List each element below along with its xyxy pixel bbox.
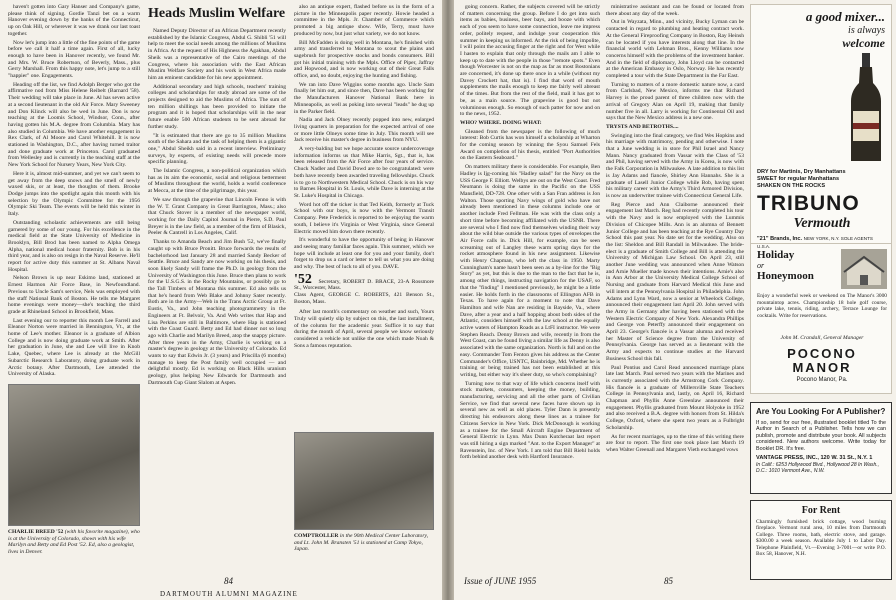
paragraph: Reg Pierce and Ann Claiborne announced their engagement last March. Reg had recently completed his tour with the Navy and is now employed with the Lummis Division of Chicopee Mills. Ann is an alumna of Bennett Junior College and has been teaching at the Rye Country Day School this past year. No date set for the wedding. Also on the list: Sheldon and Bill Randall in Milwaukee. The bride-elect is a graduate of Smith College and Bill is attending the University of Michigan Law School. On April 23, still another June wedding was announced when Anne Watson and Arnie Mueller made known their intentions. Arnie's also in Ann Arbor at the University Medical College School of Nursing and graduate from Harvard Medical this June and will intern at the Pennsylvania Hospital in Philadelphia. John Adams and Lynn Ward, now a senior at Wheelock College, announced their engagement last April 20. John served with the Army in Germany after having been stationed with the Western Electric Company of New York. Alexandra Phillips and George von Peterffy announced their engagement on April 23. George's fiancée is a Vassar alumna and received her Master of Science degree from the University of Pennsylvania. George has served as a lieutenant with the Army and expects to continue studies at the Harvard Business School this fall. — [606, 201, 744, 362]
tribuno-company: "21" Brands, Inc. — [757, 236, 803, 242]
paragraph: Bill McFadden is doing well in Montana, he's finished with army and transferred to Montana to scout the plains and sagebrush for prospective stocks and bonds consumers. Bill got his initial training with the Mpls. Office of Piper, Jaffray and Hopwood, and is now working out of their Great Falls office, and, no doubt, enjoying the hunting and fishing. — [294, 39, 434, 80]
rent-heading: For Rent — [801, 505, 841, 516]
right-page-number: 85 — [664, 576, 673, 586]
pocono-name-1: POCONO — [787, 346, 857, 361]
paragraph: going concern. Rather, the subjects covered will be strictly of matters concerning the group. Before I do get into such items as babies, business, beer bays, and booze with which each of you seem to have some connection, leave me impress order, politely request, and indulge your cooperation this summer in keeping us informed. At the risk of being impolite, I will point the accusing finger at the right and for West while I hasten to explain that only through the mails am I able to keep up to date with the people in those "remote spots." Even though Worcester is not on the map as far as most Bostonians are concerned, it's done up there once in a while (without my Davey Crockett hat, that is). I find that word of mouth supplements the mails enough to keep me fairly well abreast of the times. But from the rest of the field, mail it has got to be, as a main source. The grapevine is good but not voluminous enough. So enough of such patter for now and on to the news, 1952. — [460, 4, 600, 118]
paragraph: Out in Wayzata, Minn., and vicinity, Bucky Lyman can be contacted in regard to plumbing and heating contract work. At the General Fireproofing Company in Boston, Ray Heinsh can be located if you have interests along that line. In the financial world with Lehman Bros., Kenny Williams now concerns himself with the problems of the investment banker. And in the field of diplomacy, John Lloyd can be contacted at the American Embassy in Oslo, Norway. He has recently completed a tour with the State Department in the Far East. — [606, 19, 744, 80]
pocono-or: or — [757, 261, 765, 270]
class-agent: Class Agent, GEORGE C. ROBERTS, 421 Benson St., Boston, Mass. — [294, 291, 434, 305]
tribuno-pocono-ad — [750, 4, 892, 394]
breed-photo-block — [8, 384, 140, 555]
pocono-holiday: Holiday — [757, 249, 795, 261]
vermouth-bottle-icon — [849, 53, 883, 163]
paragraph: The Islamic Congress, a non-political organization which has as its aim the economic, social and religious betterment of Muslims throughout the world, holds a world conference at Mecca, at the time of the pilgrimage, this year. — [148, 168, 286, 195]
paragraph: As for recent marriages, up to the time of this writing there are four to report. The first one took place last March 19 when Walter Greenall and Margaret Vieth exchanged vows — [606, 433, 744, 453]
class-secretary: Secretary, ROBERT D. BRACE, 23-A Rossmore St., Worcester, Mass. — [294, 278, 434, 292]
pocono-manager: John M. Crandall, General Manager — [780, 335, 864, 341]
paragraph: Nadia and Jack Olney recently popped into new, enlarged living quarters in preparation for the expected arrival of one or more little Olneys some time in July. This month will see Jack receive his master's degree in business from NYU. — [294, 117, 434, 144]
mixer-tagline-2: is always — [848, 25, 885, 36]
paragraph: Outstanding scholastic achievements are still being garnered by some of our young. For his excellence in the medical field at the State University of Medicine in Brooklyn, Bill Brod has been named to Alpha Omega Alpha, national medical honor fraternity. Bob is in his third year, and is also on resign in the Naval Reserve. He'll report for active duty this summer at St. Albans Naval Hospital. — [8, 219, 140, 273]
class-year: '52 — [294, 271, 312, 287]
right-page — [454, 0, 896, 600]
mixer-tagline-1: a good mixer... — [805, 9, 885, 24]
left-page-number: 84 — [224, 576, 233, 586]
paragraph: Additional secondary and high schools, teachers' training colleges and scholarships for study abroad are some of the projects designed to aid the Muslims of Africa. The sum of ten million shillings has been provided to initiate the program and it is hoped that scholarships will in the near future enable 500 African students to be sent abroad for further study. — [148, 83, 286, 130]
paragraph: Word hot off the ticker is that Ted Keith, formerly at Tuck School with our boys, is now with the Vermont Transit Company. Pete Frederick is reported to be enjoying the warm south, I believe it's Virginia or West Virginia, since General Electric moved him down there recently. — [294, 201, 434, 235]
mixer-tagline-3: welcome — [842, 36, 885, 50]
right-column-1 — [460, 4, 600, 570]
book-gutter — [442, 0, 454, 600]
paragraph: On matters military there is considerable. For example, Ben Hadley is Ijg-coming his "Hadley salad" for the Navy on the USS George F. Elliott. Welbys are out on the West Coast. Fred Neumann is doing the same in the Pacific on the USS Mansfield, DD-728. One other with a San Fran address is Jon Walton. Those sporting Navy wings of gold who have not already been mentioned in these columns include one or another include Fred Fellman. He was with the class only a short time before becoming affiliated with the USNR. There are several who I find now find themselves winding their way about the wild blue outside the various types of envelopes the Air Force calls in. Dick Hill, for example, can be seen screaming out of Langley these warm spring days for the rocket atmosphere found in his new assignment. Likewise with Henry Chapman, who left the class in 1950. Marty Cunningham's name hasn't been seen as a by-line for the "Big Story" as yet, but this is due to the man to the fact that he is, among other things, instructing navigation for the USAF, so that the "finding" I mentioned previously, he might be a little easier. He holds forth in the classrooms of Ellington AFB in Texas. To have again for a moment to note that Dave Hamilton and wife Nan are residing in Bayside, Va., where Dave, after a year and a half hopping about both sides of the Atlantic, considers himself with the law school at the equally active waters of Hampton Roads as a LtFI instructor. We were Stephen Reach. Denny Brown and wife, recently in from the West Coast, can be found living a similar life as Denny is also associated with the same organization. North is full and on the easy. Commander Tom Fenton gives his address as the Center Commander's Office, USNTC, Bainbridge, Md. Whether he is training or being trained has not been established at this writing, but either way it's sheer duty, so who's complaining? — [460, 164, 600, 378]
paragraph: Nelson Brown is up near Eskimo land, stationed at Ernest Harmon Air Force Base, in Newfoundland. Previous to Uncle Sam's service, Nels was employed with the staff National Bank of Boston. He tells me Margaret home evenings were money—she's teaching the third grade at Rhineland School in Brookfield, Mass. — [8, 275, 140, 315]
paragraph: ministrative assistant and can be found or located from there about any day of the week. — [606, 4, 744, 17]
paragraph: Swinging into the final category, we find Wes Hopkins and his marriage with matrimony, pending and otherwise. I note that a June wedding is in store for Phil Israel and Nancy Mann. Nancy graduated from Vassar with the Class of '53 and Phil, having served with the Army in Korea, is now with the Falk Corporation in Milwaukee. A late addition to this list is Jay Adams and fiancée, Shirley Ann Hannahs. She is a graduate of Lasell Junior College while Bob, having spent his military career with the Army's Third Armored Division, is now an underwriter trainee with Connecticut General Life. — [606, 132, 744, 199]
left-column-2 — [148, 4, 286, 564]
class-52-header — [294, 271, 434, 305]
breed-caption — [8, 529, 140, 555]
paragraph: Turning to matters of a more domestic nature now, a card from Carlsbad, New Mexico, informs me that Richard Harvey is the proud parent of three children now with the arrival of Gregory Alan on April 19, making that family number five in all. Larry is working for Continental Oil and says that the New Mexico address is a new one. — [606, 81, 744, 122]
publisher-offices: In Calif.: 6253 Hollywood Blvd., Hollywood 28 In Wash., D.C.: 1010 Vermont Ave., N.W. — [756, 462, 880, 475]
breed-caption-name: CHARLIE BREED '52 — [8, 529, 64, 535]
magazine-name: DARTMOUTH ALUMNI MAGAZINE — [160, 590, 298, 598]
paragraph: Here it is, almost mid-summer, and yet we can't seem to get away from the deep snows and the smell of newly waxed skis, or at least, the thoughts of them. Brooke Dodge jumps into the spotlight again this month with his selection by the Olympic Committee for the 1956 Olympic Ski Team. The events will be held this winter in Italy. — [8, 170, 140, 218]
for-rent-ad — [750, 500, 892, 580]
who-where-heading: WHO? WHERE. DOING WHAT: — [460, 119, 542, 126]
paragraph: Last evening our to reporter this month Lee Farrell and Eleanor Norton were married in Bennington, Vt., at the home of Lee's mother. Eleanor is a graduate of Albion College and is now doing graduate work at Smith. After her graduation in June, she and Lee will live in Knob Lake, Quebec, where Lee is already at the McGill Subarctic Research Laboratory, doing graduate work in Arctic botany. After Dartmouth, Lee attended the University of Alaska. — [8, 317, 140, 378]
pocono-body: Enjoy a wonderful week or weekend on The Manor's 3000 mountaintop acres. Championship 18 hole golf course, private lake, tennis, riding, archery, Terrace Lounge for cocktails. Write for reservations. — [757, 293, 887, 319]
paragraph: After last month's commentary on weather and such, Yours Truly will quietly slip by subject on this, the last installment, of the column for the academic year. Suffice it to say that during the month of April, several people we know seriously considered a vehicle not unlike the one which made Noah & Sons a famous reputation. — [294, 309, 434, 349]
left-column-1 — [8, 4, 140, 380]
paragraph: also an antique expert, flashed before us in the form of a picture in the Minneapolis paper recently. Howie headed a committee in the Mpls. Jr. Chamber of Commerce which promoted a big antique show. Wife, Terry, must have produced by now, but just what variety, we do not know. — [294, 4, 434, 37]
comptroller-photo-block — [294, 432, 434, 553]
paragraph: Now let's jump into a little of the fine points of the game before we call it half a time again. First of all, lucky enough to have been in Hanover recently, we found Mr. and Mrs. W. Bruce Robertson, of Beverly, Mass., plus Gerry Marshall. From this happy note, let's jump to a still "happier" one. Engagements. — [8, 39, 140, 80]
rent-body: Charmingly furnished brick cottage, wood burning fireplace. Vermont rural area, 10 miles from Dartmouth College. Three rooms, bath, electric stove, and garage. $300.00 a week season. Available July 1 to Labor Day. Telephone Plainfield, Vt.—Evening 3-7001—or write P.O. Box 58, Hanover, N.H. — [756, 519, 886, 558]
tribuno-line-3: SHAKEN ON THE ROCKS — [757, 183, 826, 189]
tribuno-vermouth: Vermouth — [793, 216, 851, 231]
paragraph: Turning now to that way of life which concerns itself with stock markets, consumers, keeping the money, building, manufacturing, servicing and all the other parts of Civilian Service, we find that several new faces have shown up in several new as well as old places. Tyler Dann is presently directing his endeavors along these lines as a trainee for Citizens Service in New York. Dick McDonough is working as a trainee for the Small Aircraft Engine Department of General Electric in Lynn. Max Dunn Kutcheraat last report was still hiring a sign marked "Ant. to the Export Manager" at Ravenstein, Inc. of New York. I am told that Bill Riehl holds forth behind another desk with Hartford Insurance. — [460, 380, 600, 461]
comptroller-photo — [294, 432, 434, 530]
comptroller-caption-name: COMPTROLLER — [294, 533, 339, 539]
tribuno-line-1: DRY for Martinis, Dry Manhattans — [757, 169, 846, 175]
tribuno-brand: TRIBUNO — [757, 192, 860, 215]
trysts-heading: TRYSTS AND BETROTHS.... — [606, 123, 679, 130]
paragraph: Gleaned from the newspaper is the following of much interest: Bob Curtis has won himself a scholarship at Wharton for the coming season by winning the Syou Samuel Fels Award on completion of his thesis, entitled "Port Authorities on the Eastern Seaboard." — [460, 128, 600, 162]
publisher-ad — [750, 402, 892, 494]
publisher-address: VANTAGE PRESS, INC., 120 W. 31 St., N.Y. 1 — [756, 455, 873, 462]
right-column-2 — [606, 4, 744, 570]
paragraph: We saw through the grapevine that Lincoln Fenno is with the W. T. Grant Company in Great Barrington, Mass.; also that Chuck Stover is a member of the newspaper world, working for the Daily Capitol Journal in Pierre, S.D. Paul Breyer is in the law field, as a member of the firm of Blasick, Peeler & Cantrell in Los Angeles, Calif. — [148, 196, 286, 237]
issue-label: Issue of JUNE 1955 — [464, 576, 537, 586]
tribuno-line-2: SWEET for regular Manhattans — [757, 176, 840, 182]
breed-photo — [8, 384, 140, 526]
paragraph: haven't gotten into Gary Hanser and Company's game, please think of signing. Gordie Tanzi bet on a warm Hanover evening down by the banks of the Connecticut, up on Oak Hill, or wherever it was we drank our last toast together. — [8, 4, 140, 37]
paragraph: It's wonderful to have the opportunity of being in Hanover and seeing many familiar faces again. This summer, which we hope will include at least one for you and your family, don't forget to drop us a card or letter to tell us what you are doing and why. The best of luck to all of you. DAVE. — [294, 237, 434, 271]
comptroller-caption-text: in the 90th Medical Center Laboratory, and Lt. John M. Bransten '51 is stationed at Camp Tokyo, Japan. — [294, 533, 429, 553]
paragraph: Heading off the list, we find Adolph Berger who got the affirmative nod from Miss Helene Reibelt (Barnard '58). Their wedding will take place in June. Al has seven active at a second lieutenant in the old Air Force. Mary Sweeney and Don Klinck will also be wed in June. Don is now teaching at the Loomis School, Windsor, Conn., after having gotten his M.A. degree from Columbia. Mary has also studied in Columbia. We have another engagement in Rex Clark, of Al Moore and Carol Whitehill. It is now stationed in Washington, D.C., after having turned traitor and done graduate work at Princeton. Carol graduated from Wellesley and is currently in the teaching staff at the New York School for Nursery Years, New York City. — [8, 81, 140, 169]
pocono-honeymoon: Honeymoon — [757, 270, 814, 282]
comptroller-caption — [294, 533, 434, 553]
paragraph: Paul Pontius and Carol Read announced marriage plans late last March. Paul served two years with the Marines and is currently associated with the Armstrong Cork Company. His fiancée is a graduate of Millersville State Teachers College in Pennsylvania and, lastly, on April 16, Richard Chapman and Phyllis Anne Greenlaw announced their engagement. Phyllis graduated from Mount Holyoke in 1952 and also received a B.A. degree with honors from St. Hilda's College, Oxford, where she spent two years as a Fulbright Scholarship. — [606, 364, 744, 431]
paragraph: A very-balding but we hope accurate source undercoverage information informs us that Mike Harris, Sgt., that is, has been released from the Air Force after four years of service. Chuck Nadler and David Dowd are to be congratulated: were both have recently been awarded traveling fellowships. Chuck is to go to Northwestern Medical School. Chuck is on his way to Barnes Hospital in St. Louis, while Dave is interning at the St. Luke's Hospital in Chicago. — [294, 146, 434, 199]
paragraph: We ran into Dave Wiggins some months ago. Uncle Sam finally let him out, and since then, Dave has been working for the Manufacturers Hanover National Bank here in Minneapolis, as well as poking into several "leads" he dug up in the Parker field. — [294, 81, 434, 115]
paragraph: Thanks to Amanda Beach and Jim Bush '52, we've finally caught up with Bruce Pronitt. Bruce forwards the results of bachelorhood last January 28 and married Sandy Becker of Seattle. Bruce and Sandy are now working on his thesis, and soon likely Sandy will frame the Ph.D. in geology from the University of Washington this June. Bruce then plans to work for the U.S.G.S. in the Rocky Mountains, or possibly go to the Tall Timbers of Montana this summer. Ed also tells us that he's heard from Web Blake and Johnny Sater recently. Both are in the Army—Web in the Trans Arctic Group at Ft. Eustis, Va., and John teaching photogrammetry in the Engineers at Ft. Belvoir, Va. And Web writes that Hap and Lisa Perkins are still in Baltimore, where Hap is stationed with the Coast Guard. Betty and Ed had dinner not so long ago with Charlie and Marilyn Breed, atop the snappy picture. After three years in the Army, Charlie is working on a master's degree in geology at the University of Colorado. Ed wants to say that Edwin Jr. (3 years) and Priscilla (6 months) manage to keep the Post family well occupied — and delightful mostly. Ed is working on Black Hills uranium geology, plus helping New Edwards for Dartmouth and Dartmouth Cup Giant Slalom at Aspen. — [148, 239, 286, 386]
paragraph: Named Deputy Director of an African Department recently established by the Islamic Congress, Abdul G. Shibli '51 will help to meet the social needs among the millions of Muslims in Africa. At the request of His Highness the Agakhan, Abdul Sheik was a representative of the Cairo meetings of the Congress, where his association with the East African Muslim Welfare Society and his work in West Africa made him an eminent candidate for his new appointment. — [148, 28, 286, 81]
pocono-house-icon — [841, 249, 887, 289]
publisher-body: If so, send for our free, illustrated booklet titled To the Author in Search of a Publisher. Tells how we can publish, promote and distribute your book. All subjects considered. New authors welcome. Write today for Booklet DR. It's free. — [756, 420, 886, 452]
tribuno-address: NEW YORK, N.Y. SOLE AGENTS U.S.A. — [757, 236, 873, 249]
paragraph: "It is estimated that there are go to 35 million Muslims south of the Sahara and the task of helping them is a gigantic one," Abdul Sheikh said in a recent interview. Preliminary surveys, by experts, of existing needs will precede more specific planning. — [148, 132, 286, 166]
publisher-heading: Are You Looking For A Publisher? — [756, 407, 886, 416]
pocono-name-2: MANOR — [792, 360, 852, 375]
breed-caption-text: (with his favorite magazine), who is at the University of Colorado, shown with his wife Marilyn and Betty and Ed Post '52. Ed, also a geologist, lives in Denver. — [8, 529, 140, 555]
pocono-location: Pocono Manor, Pa. — [796, 377, 848, 383]
left-column-3 — [294, 4, 434, 424]
muslim-welfare-headline: Heads Muslim Welfare — [148, 6, 286, 21]
left-page — [0, 0, 442, 600]
